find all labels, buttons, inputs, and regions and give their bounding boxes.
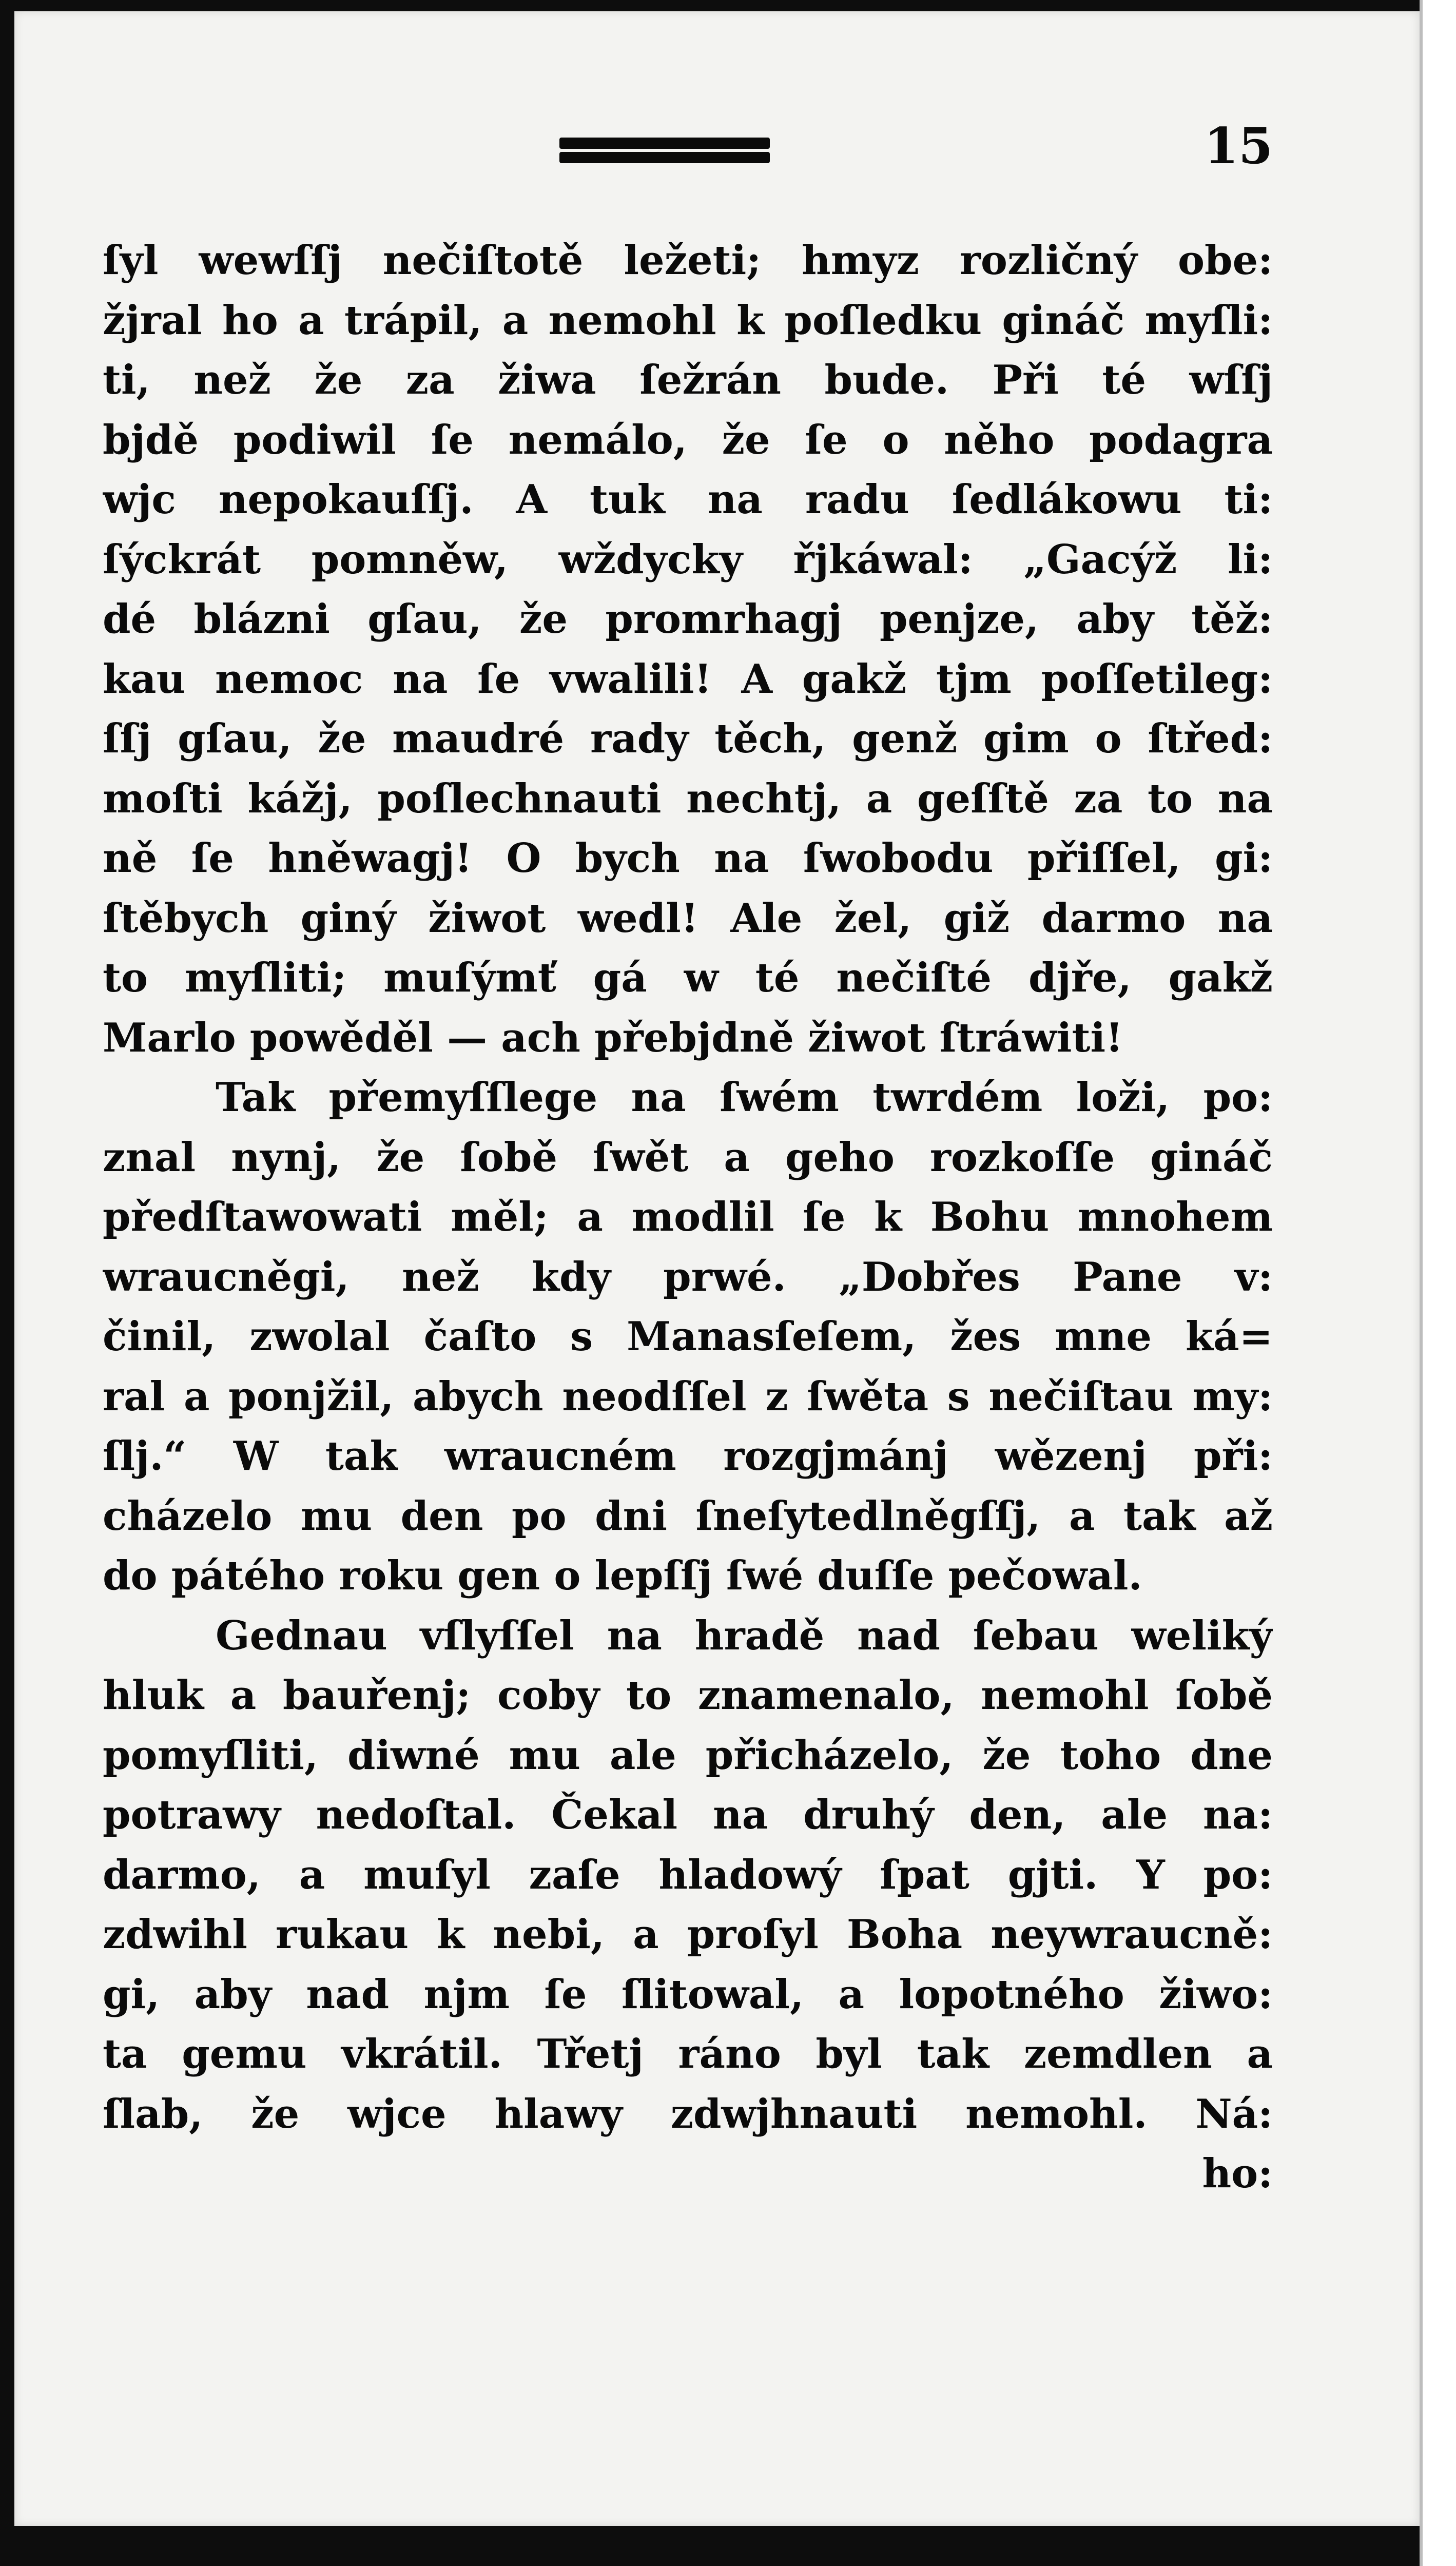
header-ornament-rule [559,138,770,164]
text-line: činil, zwolal čaſto s Manasſeſem, žes mne ká= [103,1313,1273,1360]
text-line: moſti kážj, poſlechnauti nechtj, a geſſtě za to na [103,775,1273,822]
catchword: ho: [1202,2150,1273,2197]
text-line: Marlo powěděl — ach přebjdně žiwot ſtráwiti! [103,1014,1123,1061]
text-line: do pátého roku gen o lepſſj ſwé duſſe pečowal. [103,1552,1142,1599]
text-line-paragraph-start: Gednau vſlyſſel na hradě nad ſebau weliký [216,1612,1273,1659]
text-line: žjral ho a trápil, a nemohl k poſledku gináč myſli: [103,297,1273,344]
text-line: ral a ponjžil, abych neodſſel z ſwěta s nečiſtau my: [103,1373,1273,1420]
ornament-bar-bottom [559,152,770,163]
text-line: wraucněgi, než kdy prwé. „Dobřes Pane v: [103,1253,1273,1300]
text-line: kau nemoc na ſe vwalili! A gakž tjm poſſetileg: [103,655,1273,703]
text-line: gi, aby nad njm ſe ſlitowal, a lopotného žiwo: [103,1971,1273,2018]
text-line: wjc nepokauſſj. A tuk na radu ſedlákowu ti: [103,476,1273,523]
text-line: předſtawowati měl; a modlil ſe k Bohu mnohem [103,1194,1273,1240]
text-line: ſſj gſau, že maudré rady těch, genž gim o ſtřed: [103,715,1273,762]
text-line: cházelo mu den po dni ſneſytedlněgſſj, a tak až [103,1492,1273,1540]
page-number: 15 [1204,117,1273,175]
ornament-bar-top [559,138,770,149]
text-line: darmo, a muſyl zaſe hladowý ſpat gjti. Y po: [103,1851,1273,1898]
text-line: ſlab, že wjce hlawy zdwjhnauti nemohl. Ná: [103,2090,1273,2137]
text-line: hluk a bauřenj; coby to znamenalo, nemohl ſobě [103,1672,1273,1719]
text-line: ta gemu vkrátil. Třetj ráno byl tak zemdlen a [103,2031,1273,2077]
text-line: ſlj.“ W tak wraucném rozgjmánj wězenj při: [103,1433,1273,1480]
scan-margin-strip [1420,0,1456,2566]
text-line: ſtěbych giný žiwot wedl! Ale žel, giž darmo na [103,895,1273,942]
text-line: ti, než že za žiwa ſežrán bude. Při té wſſj [103,357,1273,403]
text-line-paragraph-start: Tak přemyſſlege na ſwém twrdém loži, po: [216,1074,1273,1121]
text-line: potrawy nedoſtal. Čekal na druhý den, ale na: [103,1792,1273,1838]
text-line: ſýckrát pomněw, wždycky řjkáwal: „Gacýž li: [103,536,1273,583]
text-line: to myſliti; muſýmť gá w té nečiſté djře, gakž [103,955,1273,1001]
text-line: ně ſe hněwagj! O bych na ſwobodu přiſſel, gi: [103,835,1273,882]
text-line: pomyſliti, diwné mu ale přicházelo, že toho dne [103,1732,1273,1779]
text-line: znal nynj, že ſobě ſwět a geho rozkoſſe gináč [103,1134,1273,1181]
text-line: zdwihl rukau k nebi, a proſyl Boha neywraucně: [103,1911,1273,1958]
body-text [103,231,1273,2204]
text-line: bjdě podiwil ſe nemálo, že ſe o něho podagra [103,416,1273,463]
text-line: dé blázni gſau, že promrhagj penjze, aby těž: [103,596,1273,643]
text-line: ſyl wewſſj nečiſtotě ležeti; hmyz rozličný obe: [103,237,1273,284]
